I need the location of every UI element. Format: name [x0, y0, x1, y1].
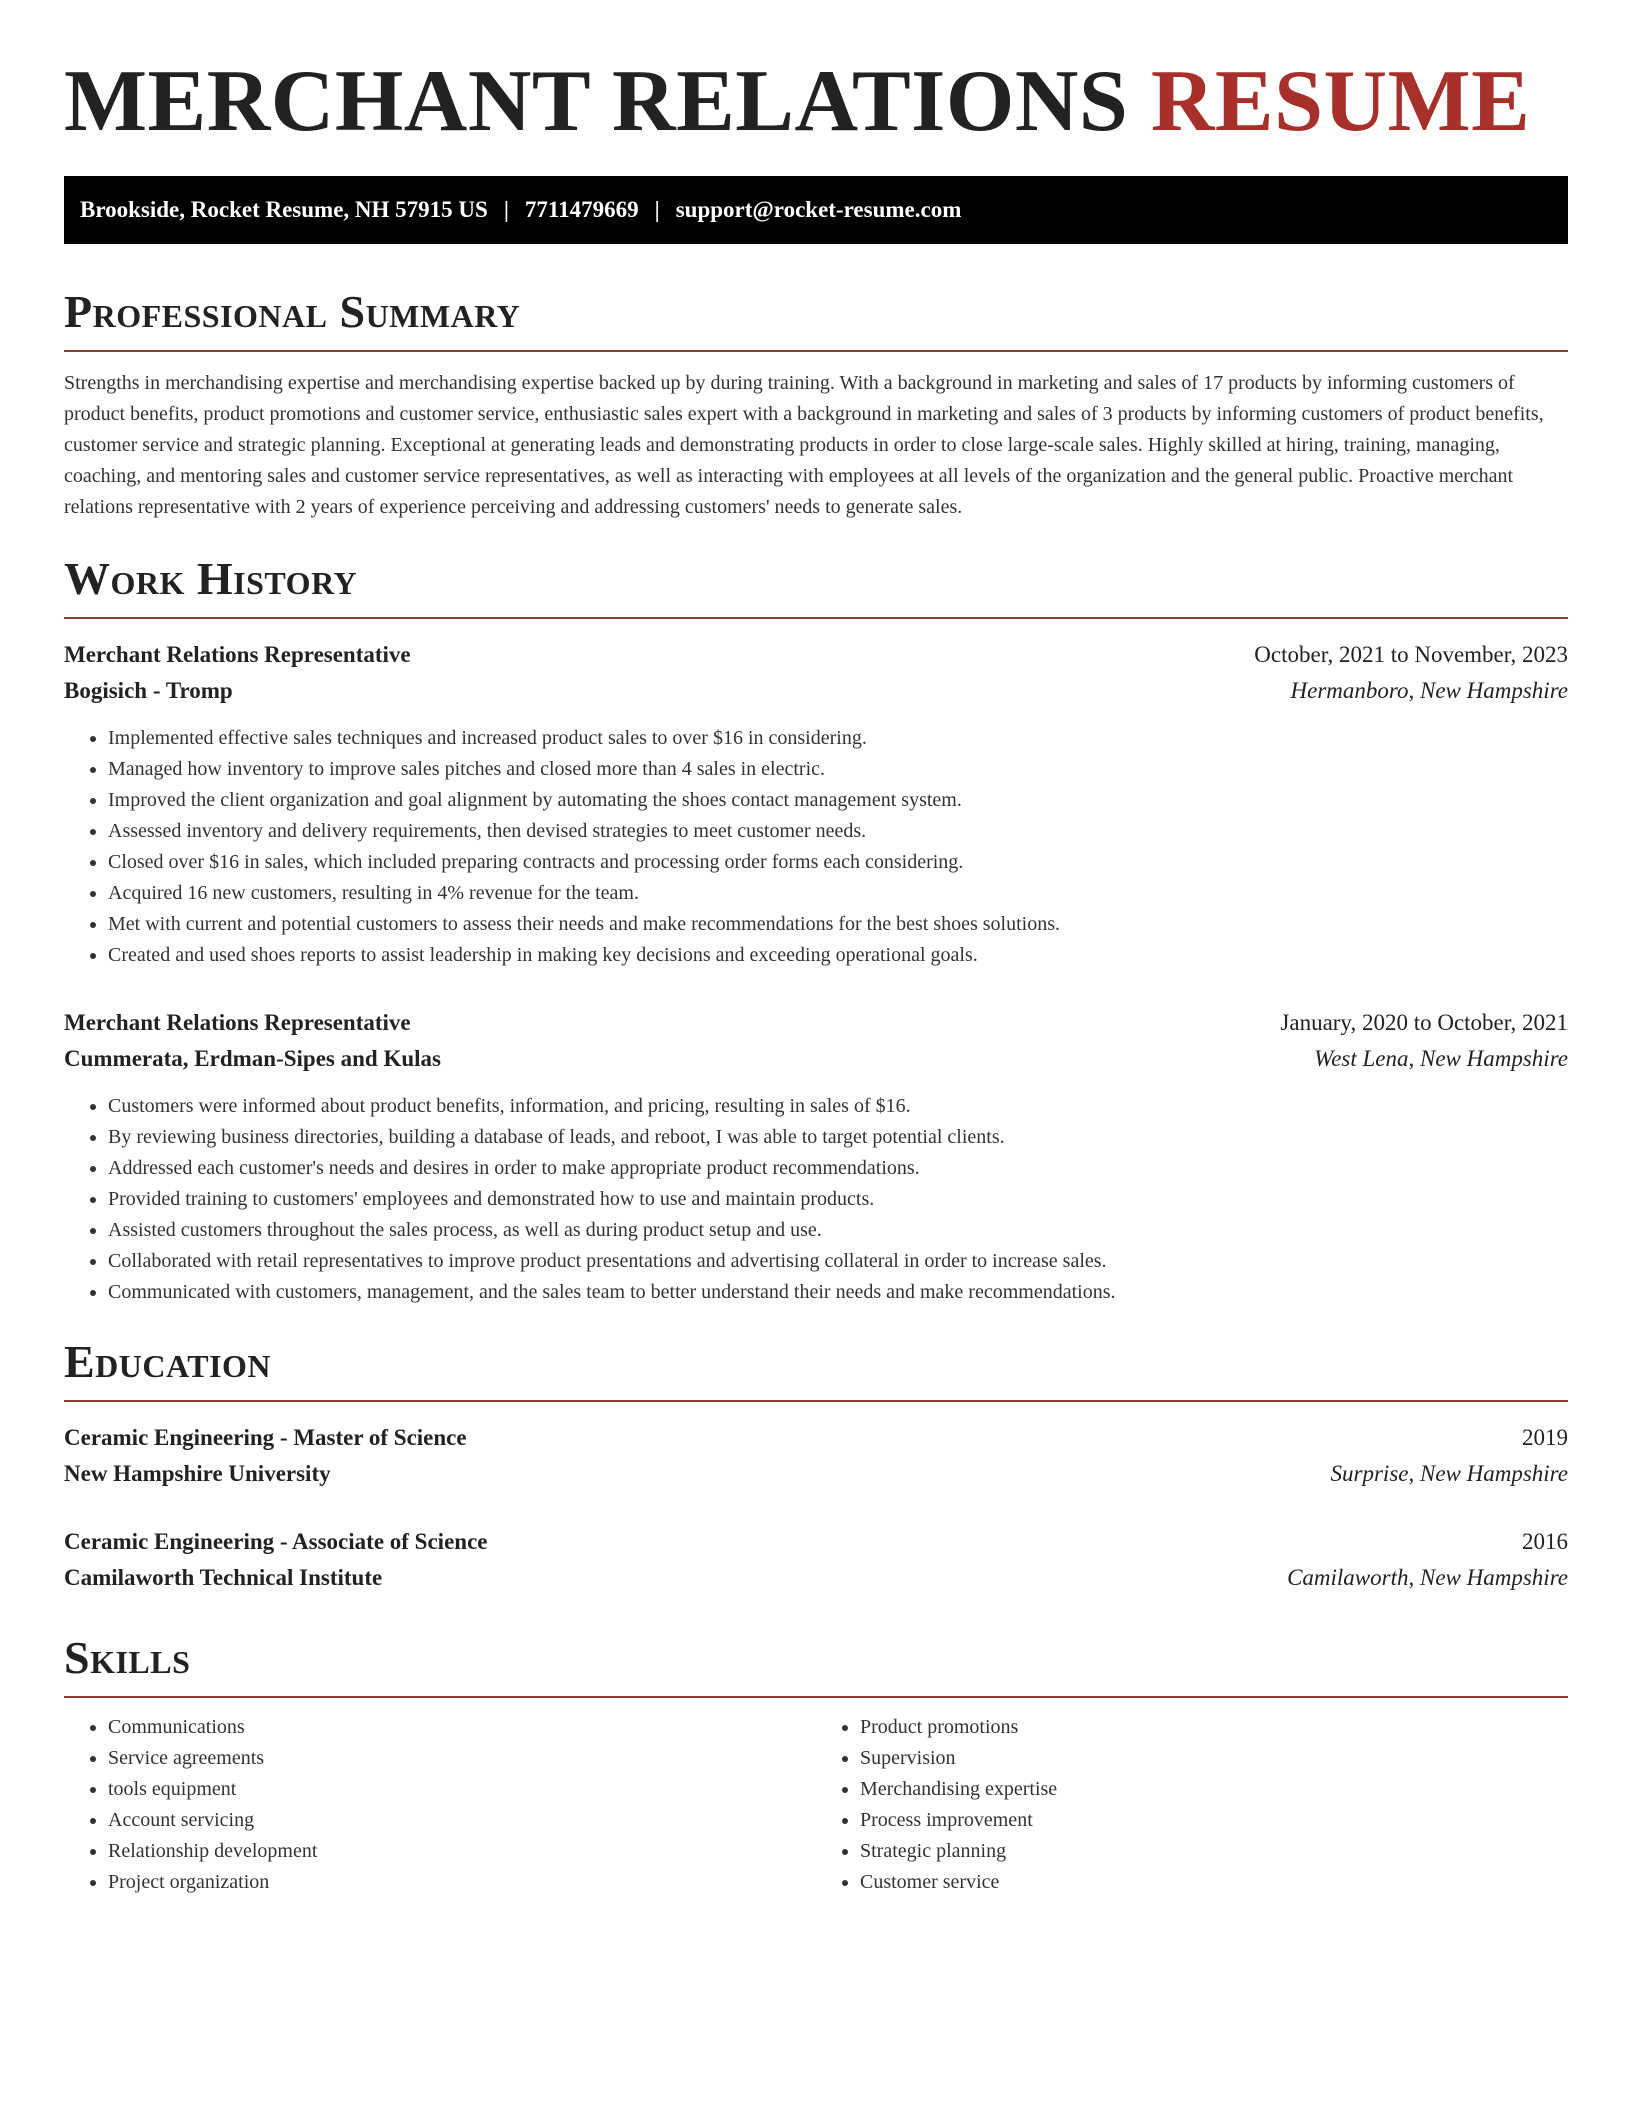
education-school-row — [64, 1560, 1568, 1596]
contact-separator: | — [503, 197, 509, 222]
list-item: • Customers were informed about product benefits, information, and pricing, resulting in sales of $16. — [108, 1091, 1568, 1122]
section-heading-education: Education — [64, 1336, 272, 1387]
education-location: Camilaworth, New Hampshire — [1287, 1565, 1568, 1590]
list-item: • Met with current and potential customers to assess their needs and make recommendations for the best shoes solutions. — [108, 909, 1568, 940]
list-item: • Assessed inventory and delivery requirements, then devised strategies to meet customer needs. — [108, 816, 1568, 847]
contact-separator: | — [654, 197, 660, 222]
job-location: West Lena, New Hampshire — [1314, 1046, 1568, 1071]
education-school-row — [64, 1456, 1568, 1492]
education-location: Surprise, New Hampshire — [1330, 1461, 1568, 1486]
skill-item: • Product promotions — [860, 1712, 1568, 1743]
skill-item: • Customer service — [860, 1867, 1568, 1898]
skills-section — [64, 1630, 1568, 1898]
job-company: Bogisich - Tromp — [64, 678, 233, 703]
work-history-section — [64, 551, 1568, 1308]
job-company: Cummerata, Erdman-Sipes and Kulas — [64, 1046, 441, 1071]
skill-item: • Project organization — [108, 1867, 816, 1898]
contact-email: support@rocket-resume.com — [675, 197, 962, 222]
section-heading-work-history: Work History — [64, 553, 358, 604]
contact-address: Brookside, Rocket Resume, NH 57915 US — [80, 197, 488, 222]
job-header-row — [64, 1005, 1568, 1041]
job-bullets — [64, 723, 1568, 971]
education-degree: Ceramic Engineering - Associate of Science — [64, 1529, 488, 1554]
resume-title — [64, 52, 1568, 152]
skill-item: • Account servicing — [108, 1805, 816, 1836]
section-divider — [64, 1400, 1568, 1402]
section-divider — [64, 1696, 1568, 1698]
skills-list-right — [816, 1712, 1568, 1898]
education-year: 2016 — [1522, 1529, 1568, 1554]
list-item: • Addressed each customer's needs and desires in order to make appropriate product recommendations. — [108, 1153, 1568, 1184]
education-entry — [64, 1524, 1568, 1596]
summary-text: Strengths in merchandising expertise and merchandising expertise backed up by during training. With a background in marketing and sales of 17 products by informing customers of product benefits, product promotions and customer service, enthusiastic sales expert with a background in marketing and sales of 3 products by informing customers of product benefits, customer service and strategic planning. Exceptional at generating leads and demonstrating products in order to close large-scale sales. Highly skilled at hiring, training, managing, coaching, and mentoring sales and customer service representatives, as well as interacting with employees at all levels of the organization and the general public. Proactive merchant relations representative with 2 years of experience perceiving and addressing customers' needs to generate sales. — [64, 372, 1544, 518]
list-item: • Assisted customers throughout the sales process, as well as during product setup and use. — [108, 1215, 1568, 1246]
job-entry — [64, 1005, 1568, 1308]
skill-item: • Merchandising expertise — [860, 1774, 1568, 1805]
skill-item: • tools equipment — [108, 1774, 816, 1805]
job-entry — [64, 637, 1568, 971]
skill-item: • Strategic planning — [860, 1836, 1568, 1867]
skill-item: • Supervision — [860, 1743, 1568, 1774]
job-header-row — [64, 637, 1568, 673]
list-item: • Closed over $16 in sales, which included preparing contracts and processing order forms each considering. — [108, 847, 1568, 878]
title-accent: RESUME — [1150, 53, 1531, 150]
summary-section — [64, 284, 1568, 523]
education-header-row — [64, 1420, 1568, 1456]
list-item: • Managed how inventory to improve sales pitches and closed more than 4 sales in electric. — [108, 754, 1568, 785]
job-dates: October, 2021 to November, 2023 — [1254, 642, 1568, 667]
education-section — [64, 1334, 1568, 1596]
list-item: • Collaborated with retail representatives to improve product presentations and advertising collateral in order to increase sales. — [108, 1246, 1568, 1277]
job-title: Merchant Relations Representative — [64, 642, 411, 667]
skill-item: • Process improvement — [860, 1805, 1568, 1836]
education-entry — [64, 1420, 1568, 1492]
list-item: • Provided training to customers' employees and demonstrated how to use and maintain products. — [108, 1184, 1568, 1215]
job-location: Hermanboro, New Hampshire — [1290, 678, 1568, 703]
skills-list-left — [64, 1712, 816, 1898]
section-heading-skills: Skills — [64, 1632, 191, 1683]
job-title: Merchant Relations Representative — [64, 1010, 411, 1035]
job-company-row — [64, 1041, 1568, 1077]
title-main: MERCHANT RELATIONS — [64, 53, 1129, 150]
skills-grid — [64, 1712, 1568, 1898]
list-item: • Improved the client organization and goal alignment by automating the shoes contact management system. — [108, 785, 1568, 816]
list-item: • By reviewing business directories, building a database of leads, and reboot, I was able to target potential clients. — [108, 1122, 1568, 1153]
section-divider — [64, 617, 1568, 619]
job-dates: January, 2020 to October, 2021 — [1280, 1010, 1568, 1035]
education-header-row — [64, 1524, 1568, 1560]
section-divider — [64, 350, 1568, 352]
list-item: • Acquired 16 new customers, resulting in 4% revenue for the team. — [108, 878, 1568, 909]
education-degree: Ceramic Engineering - Master of Science — [64, 1425, 467, 1450]
job-company-row — [64, 673, 1568, 709]
list-item: • Created and used shoes reports to assist leadership in making key decisions and exceeding operational goals. — [108, 940, 1568, 971]
contact-bar — [64, 176, 1568, 244]
education-year: 2019 — [1522, 1425, 1568, 1450]
education-school: New Hampshire University — [64, 1461, 331, 1486]
skill-item: • Relationship development — [108, 1836, 816, 1867]
section-heading-summary: Professional Summary — [64, 286, 521, 337]
skill-item: • Service agreements — [108, 1743, 816, 1774]
contact-phone: 7711479669 — [524, 197, 639, 222]
education-school: Camilaworth Technical Institute — [64, 1565, 383, 1590]
list-item: • Implemented effective sales techniques and increased product sales to over $16 in considering. — [108, 723, 1568, 754]
list-item: • Communicated with customers, management, and the sales team to better understand their needs and make recommendations. — [108, 1277, 1568, 1308]
job-bullets — [64, 1091, 1568, 1308]
skill-item: • Communications — [108, 1712, 816, 1743]
